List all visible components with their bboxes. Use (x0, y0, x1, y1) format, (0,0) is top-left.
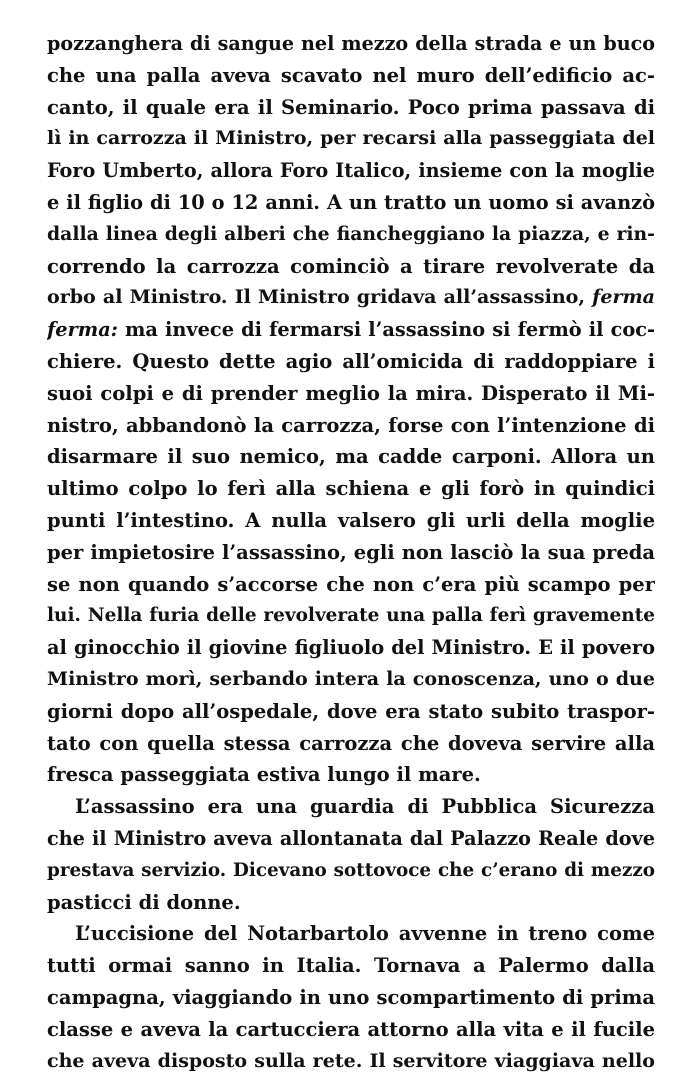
text-line: pasticci di donne. (47, 887, 655, 919)
text-line: chiere. Questo dette agio all’omicida di raddoppiare i (47, 346, 655, 378)
text-line: punti l’intestino. A nulla valsero gli urli della moglie (47, 505, 655, 537)
text-line: ultimo colpo lo ferì alla schiena e gli forò in quindici (47, 473, 655, 505)
line-text: ma invece di fermarsi l’assassino si fermò il coc- (118, 318, 655, 341)
paragraph-first-line: L’assassino era una guardia di Pubblica Sicurezza (47, 791, 655, 823)
text-line: campagna, viaggiando in uno scompartimento di prima (47, 982, 655, 1014)
text-line: lì in carrozza il Ministro, per recarsi alla passeggiata del (47, 123, 655, 155)
text-line: per impietosire l’assassino, egli non lasciò la sua preda (47, 537, 655, 569)
text-line: se non quando s’accorse che non c’era più scampo per (47, 569, 655, 601)
line-text: orbo al Ministro. Il Ministro gridava all’assassino, (47, 286, 592, 308)
text-line: al ginocchio il giovine figliuolo del Ministro. E il povero (47, 632, 655, 664)
text-line: disarmare il suo nemico, ma cadde carponi. Allora un (47, 441, 655, 473)
text-line: e il figlio di 10 o 12 anni. A un tratto un uomo si avanzò (47, 187, 655, 219)
text-line: tutti ormai sanno in Italia. Tornava a Palermo dalla (47, 950, 655, 982)
text-line: classe e aveva la cartucciera attorno alla vita e il fucile (47, 1014, 655, 1046)
text-line: correndo la carrozza cominciò a tirare revolverate da (47, 251, 655, 283)
text-line: nistro, abbandonò la carrozza, forse con l’intenzione di (47, 410, 655, 442)
paragraph-first-line: L’uccisione del Notarbartolo avvenne in treno come (47, 918, 655, 950)
text-line: giorni dopo all’ospedale, dove era stato subito traspor- (47, 696, 655, 728)
text-line: canto, il quale era il Seminario. Poco prima passava di (47, 92, 655, 124)
text-line: che il Ministro aveva allontanata dal Palazzo Reale dove (47, 823, 655, 855)
text-line: tato con quella stessa carrozza che doveva servire alla (47, 728, 655, 760)
text-line: pozzanghera di sangue nel mezzo della strada e un buco (47, 28, 655, 60)
body-text (47, 28, 655, 1077)
text-line: fresca passeggiata estiva lungo il mare. (47, 759, 655, 791)
text-line: dalla linea degli alberi che fiancheggiano la piazza, e rin- (47, 219, 655, 251)
text-line (47, 282, 655, 314)
text-line: lui. Nella furia delle revolverate una palla ferì gravemente (47, 600, 655, 632)
italic-text: ferma (592, 286, 655, 308)
text-line (47, 314, 655, 346)
text-line: Ministro morì, serbando intera la conoscenza, uno o due (47, 664, 655, 696)
text-line: che una palla aveva scavato nel muro dell’edificio ac- (47, 60, 655, 92)
text-line: Foro Umberto, allora Foro Italico, insieme con la moglie (47, 155, 655, 187)
text-line: che aveva disposto sulla rete. Il servitore viaggiava nello (47, 1046, 655, 1077)
italic-text: ferma: (47, 318, 118, 341)
text-line: prestava servizio. Dicevano sottovoce che c’erano di mezzo (47, 855, 655, 887)
text-line: suoi colpi e di prender meglio la mira. Disperato il Mi- (47, 378, 655, 410)
